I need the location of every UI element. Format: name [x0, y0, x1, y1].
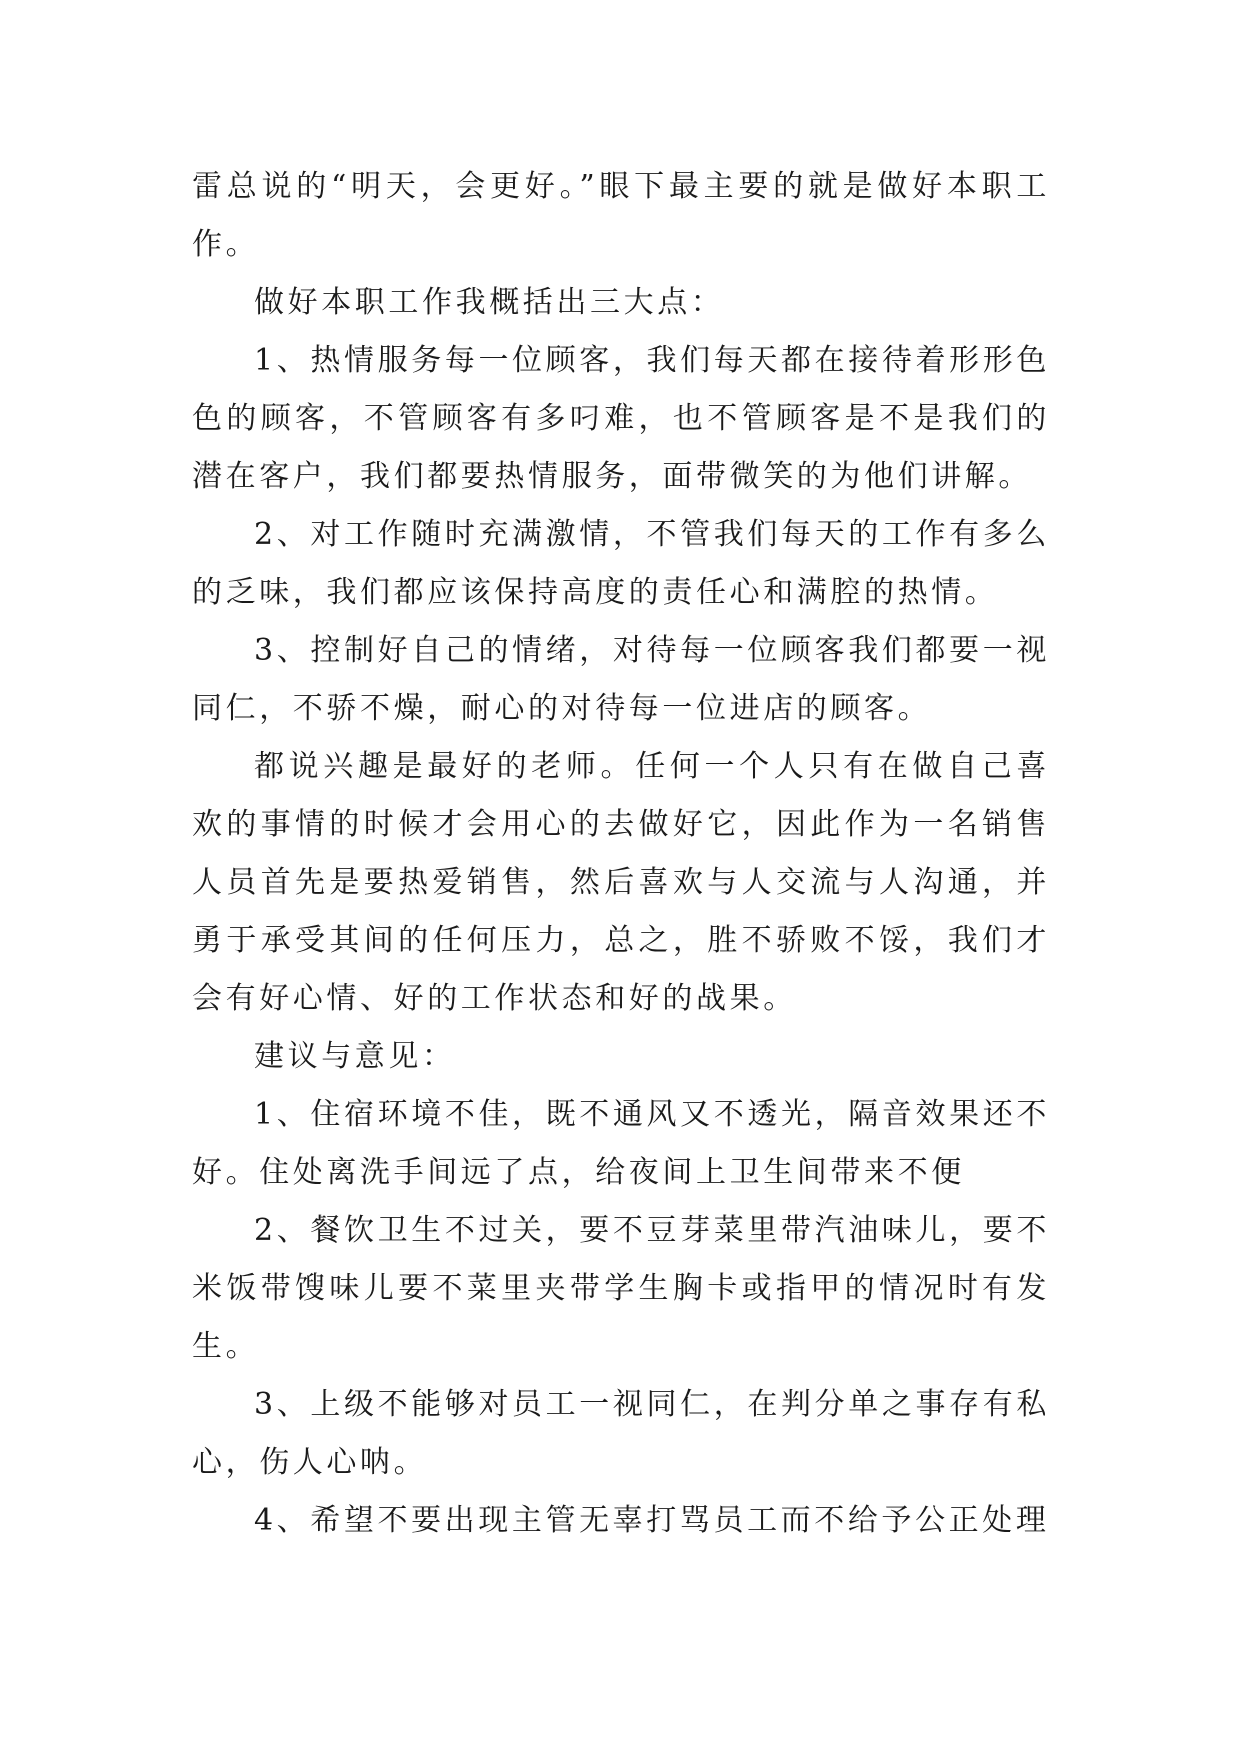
- paragraph-6: 都说兴趣是最好的老师。任何一个人只有在做自己喜欢的事情的时候才会用心的去做好它，因此作为一名销售人员首先是要热爱销售，然后喜欢与人交流与人沟通，并勇于承受其间的任何压力，总之，胜不骄败不馁，我们才会有好心情、好的工作状态和好的战果。: [192, 749, 1050, 1016]
- paragraph-4: 2、对工作随时充满激情，不管我们每天的工作有多么的乏味，我们都应该保持高度的责任心和满腔的热情。: [192, 517, 1050, 610]
- paragraph-9: 2、餐饮卫生不过关，要不豆芽菜里带汽油味儿，要不米饭带馊味儿要不菜里夹带学生胸卡或指甲的情况时有发生。: [192, 1213, 1050, 1364]
- document-body: [192, 158, 1050, 1550]
- paragraph-10: 3、上级不能够对员工一视同仁，在判分单之事存有私心，伤人心呐。: [192, 1387, 1050, 1480]
- paragraph-2: 做好本职工作我概括出三大点：: [254, 285, 725, 320]
- paragraph-11: 4、希望不要出现主管无辜打骂员工而不给予公正处理: [254, 1503, 1050, 1538]
- paragraph-1: 雷总说的“明天，会更好。”眼下最主要的就是做好本职工作。: [192, 169, 1050, 262]
- paragraph-3: 1、热情服务每一位顾客，我们每天都在接待着形形色色的顾客，不管顾客有多叼难，也不管顾客是不是我们的潜在客户，我们都要热情服务，面带微笑的为他们讲解。: [192, 343, 1050, 494]
- paragraph-8: 1、住宿环境不佳，既不通风又不透光，隔音效果还不好。住处离洗手间远了点，给夜间上卫生间带来不便: [192, 1097, 1050, 1190]
- paragraph-7: 建议与意见：: [254, 1039, 456, 1074]
- paragraph-5: 3、控制好自己的情绪，对待每一位顾客我们都要一视同仁，不骄不燥，耐心的对待每一位进店的顾客。: [192, 633, 1050, 726]
